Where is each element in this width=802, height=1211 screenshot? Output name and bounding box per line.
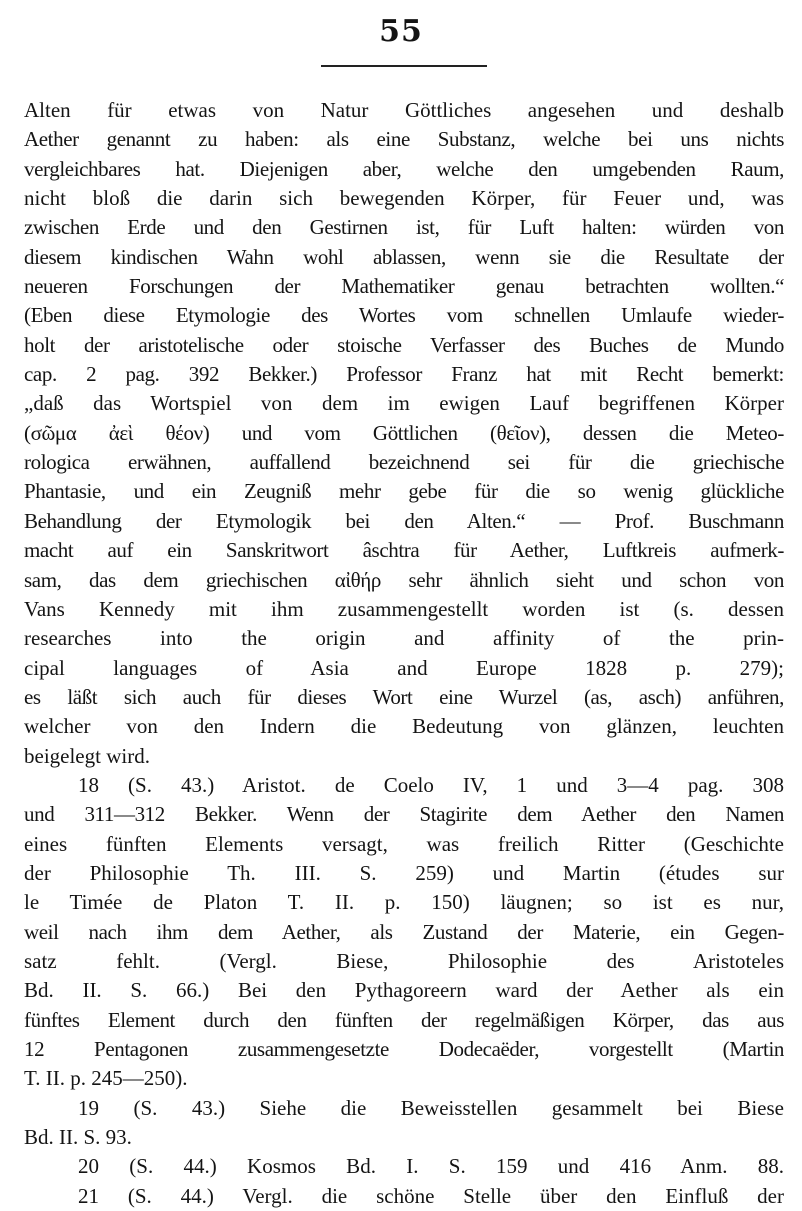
header-rule	[321, 65, 487, 67]
text-line: vergleichbares hat. Diejenigen aber, welche den umgebenden Raum,	[24, 156, 784, 181]
text-line: researches into the origin and affinity of the prin-	[24, 626, 784, 651]
text-line: und 311—312 Bekker. Wenn der Stagirite dem Aether den Namen	[24, 802, 784, 827]
text-line: es läßt sich auch für dieses Wort eine Wurzel (as, asch) anführen,	[24, 684, 784, 709]
text-line: Behandlung der Etymologik bei den Alten.“ — Prof. Buschmann	[24, 508, 784, 533]
text-line: Aether genannt zu haben: als eine Substanz, welche bei uns nichts	[24, 127, 784, 152]
text-line: 12 Pentagonen zusammengesetzte Dodecaëder, vorgestellt (Martin	[24, 1037, 784, 1061]
text-line: sam, das dem griechischen αἰθήρ sehr ähnlich sieht und schon von	[24, 567, 784, 592]
text-line: beigelegt wird.	[24, 743, 150, 768]
text-line: „daß das Wortspiel von dem im ewigen Lauf begriffenen Körper	[24, 391, 784, 416]
text-line: weil nach ihm dem Aether, als Zustand der Materie, ein Gegen-	[24, 919, 784, 944]
text-line: eines fünften Elements versagt, was freilich Ritter (Geschichte	[24, 831, 784, 856]
text-line: Vans Kennedy mit ihm zusammengestellt worden ist (s. dessen	[24, 596, 784, 621]
text-line: macht auf ein Sanskritwort âschtra für Aether, Luftkreis aufmerk-	[24, 538, 784, 563]
text-line: cipal languages of Asia and Europe 1828 p. 279);	[24, 655, 784, 680]
text-line: (σῶμα ἀεὶ θέον) und vom Göttlichen (θεῖον), dessen die Meteo-	[24, 420, 784, 445]
text-line: satz fehlt. (Vergl. Biese, Philosophie des Aristoteles	[24, 948, 784, 973]
text-line: rologica erwähnen, auffallend bezeichnend sei für die griechische	[24, 450, 784, 475]
text-line: fünftes Element durch den fünften der regelmäßigen Körper, das aus	[24, 1007, 784, 1032]
text-line: Phantasie, und ein Zeugniß mehr gebe für die so wenig glückliche	[24, 479, 784, 504]
footnote-line: 21 (S. 44.) Vergl. die schöne Stelle über den Einfluß der	[78, 1183, 784, 1208]
text-line: le Timée de Platon T. II. p. 150) läugnen; so ist es nur,	[24, 890, 784, 915]
text-line: der Philosophie Th. III. S. 259) und Martin (études sur	[24, 860, 784, 885]
text-line: diesem kindischen Wahn wohl ablassen, wenn sie die Resultate der	[24, 244, 784, 269]
text-line: nicht bloß die darin sich bewegenden Körper, für Feuer und, was	[24, 186, 784, 211]
page-number: 55	[379, 14, 423, 49]
text-line: welcher von den Indern die Bedeutung von glänzen, leuchten	[24, 714, 784, 739]
text-line: neueren Forschungen der Mathematiker genau betrachten wollten.“	[24, 274, 784, 299]
text-line: zwischen Erde und den Gestirnen ist, für Luft halten: würden von	[24, 215, 784, 240]
text-line: (Eben diese Etymologie des Wortes vom schnellen Umlaufe wieder-	[24, 303, 784, 328]
text-line: Alten für etwas von Natur Göttliches angesehen und deshalb	[24, 98, 784, 122]
text-line: Bd. II. S. 66.) Bei den Pythagoreern ward der Aether als ein	[24, 978, 784, 1003]
text-line: cap. 2 pag. 392 Bekker.) Professor Franz hat mit Recht bemerkt:	[24, 362, 784, 387]
footnote-line: 18 (S. 43.) Aristot. de Coelo IV, 1 und 3—4 pag. 308	[78, 772, 784, 797]
text-line: holt der aristotelische oder stoische Verfasser des Buches de Mundo	[24, 332, 784, 357]
footnote-line: 19 (S. 43.) Siehe die Beweisstellen gesammelt bei Biese	[78, 1095, 784, 1120]
body-text	[24, 96, 784, 1211]
footnote-line: 20 (S. 44.) Kosmos Bd. I. S. 159 und 416 Anm. 88.	[78, 1154, 784, 1179]
text-line: Bd. II. S. 93.	[24, 1125, 132, 1150]
text-line: T. II. p. 245—250).	[24, 1066, 188, 1091]
